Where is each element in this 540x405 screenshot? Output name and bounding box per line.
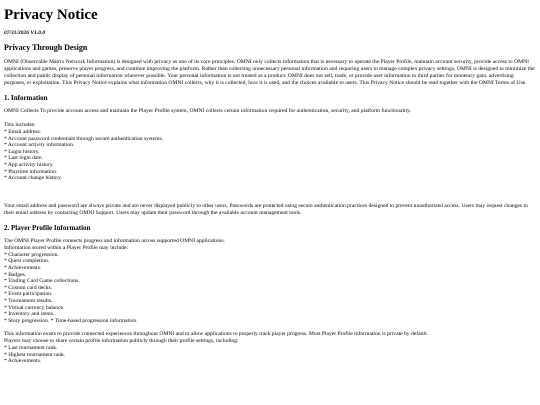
list-item: * Account activity information. — [4, 142, 75, 149]
section-2-list — [4, 252, 536, 325]
intro-heading: Privacy Through Design — [4, 43, 88, 52]
list-item: * Achievements. — [4, 358, 42, 365]
list-item: * Tournament results. — [4, 297, 53, 304]
intro-body: OMNI (Observable Matrix Network Information) is designed with privacy as one of its core principles. OMNI only collects information that is necessary to operate the Player Profile, maintain account security, provide access to OMNI applications and games, preserve player progress, and continue improving the platform. Rather than collecting unnecessary personal information and requiring users to manage complex privacy settings, OMNI is designed to minimize the collection and public display of personal information wherever possible. Your personal information is not treated as a product. OMNI does not sell, trade, or provide user information to third parties for monetary gain, advertising purposes, or exploitation. This Privacy Notice explains what information OMNI collects, why it is collected, how it is used, and the choices available to users. This Privacy Notice should be read together with the OMNI Terms of Use. — [4, 59, 535, 86]
list-item: * Playtime information. — [4, 168, 58, 175]
section-2-closing-2: Players may choose to share certain profile information publicly through their profile settings, including: — [4, 338, 239, 345]
list-item: * App activity history. — [4, 161, 54, 168]
section-2-public-list — [4, 345, 536, 365]
list-item: * Email address. — [4, 129, 42, 135]
section-1-lead: OMNI Collects To provide account access and maintain the Player Profile system, OMNI collects certain information required for authentication, security, and platform functionality. — [4, 108, 412, 114]
list-item: * Story progression. * Time-based progression information. — [4, 317, 138, 324]
list-item: * Account password credentials through secure authentication systems. — [4, 135, 164, 142]
section-2-closing-1: This information exists to provide connected experiences throughout OMNI and to allow applications to properly track player progress. Most Player Profile information is private by default. — [4, 331, 428, 338]
list-item: * Trading Card Game collections. — [4, 278, 80, 285]
section-2-lead: The OMNI Player Profile connects progress and information across supported OMNI applications. — [4, 237, 225, 244]
list-item: * Virtual currency balance. — [4, 304, 65, 311]
section-1-heading: 1. Information — [4, 94, 48, 102]
section-2-stored-label: Information stored within a Player Profile may include: — [4, 244, 129, 251]
section-1-list — [4, 129, 536, 182]
list-item: * Event participation. — [4, 291, 53, 298]
list-item: * Achievements. — [4, 264, 42, 271]
list-item: * Inventory and items. — [4, 311, 55, 318]
section-1-includes-label: This includes: — [4, 122, 36, 128]
list-item: * Quest completion. — [4, 258, 50, 265]
list-item: * Last tournament rank. — [4, 345, 58, 352]
section-1-closing: Your email address and password are always private and are never displayed publicly to other users. Passwords are protected using secure authentication practices designed to prevent unauthorized access. Users may request changes to their email address by contacting OMNI Support. Users may update their password through the available account management tools. — [4, 202, 528, 216]
list-item: * Highest tournament rank. — [4, 351, 66, 358]
list-item: * Last login date. — [4, 155, 43, 162]
list-item: * Badges. — [4, 271, 27, 278]
list-item: * Account change history. — [4, 175, 63, 182]
page-title: Privacy Notice — [4, 7, 98, 23]
list-item: * Login history. — [4, 148, 40, 155]
list-item: * Custom card decks. — [4, 284, 53, 291]
version-date: 07/31/2026 V1.0.0 — [4, 30, 46, 36]
section-2-heading: 2. Player Profile Information — [4, 223, 91, 232]
list-item: * Character progression. — [4, 251, 59, 258]
